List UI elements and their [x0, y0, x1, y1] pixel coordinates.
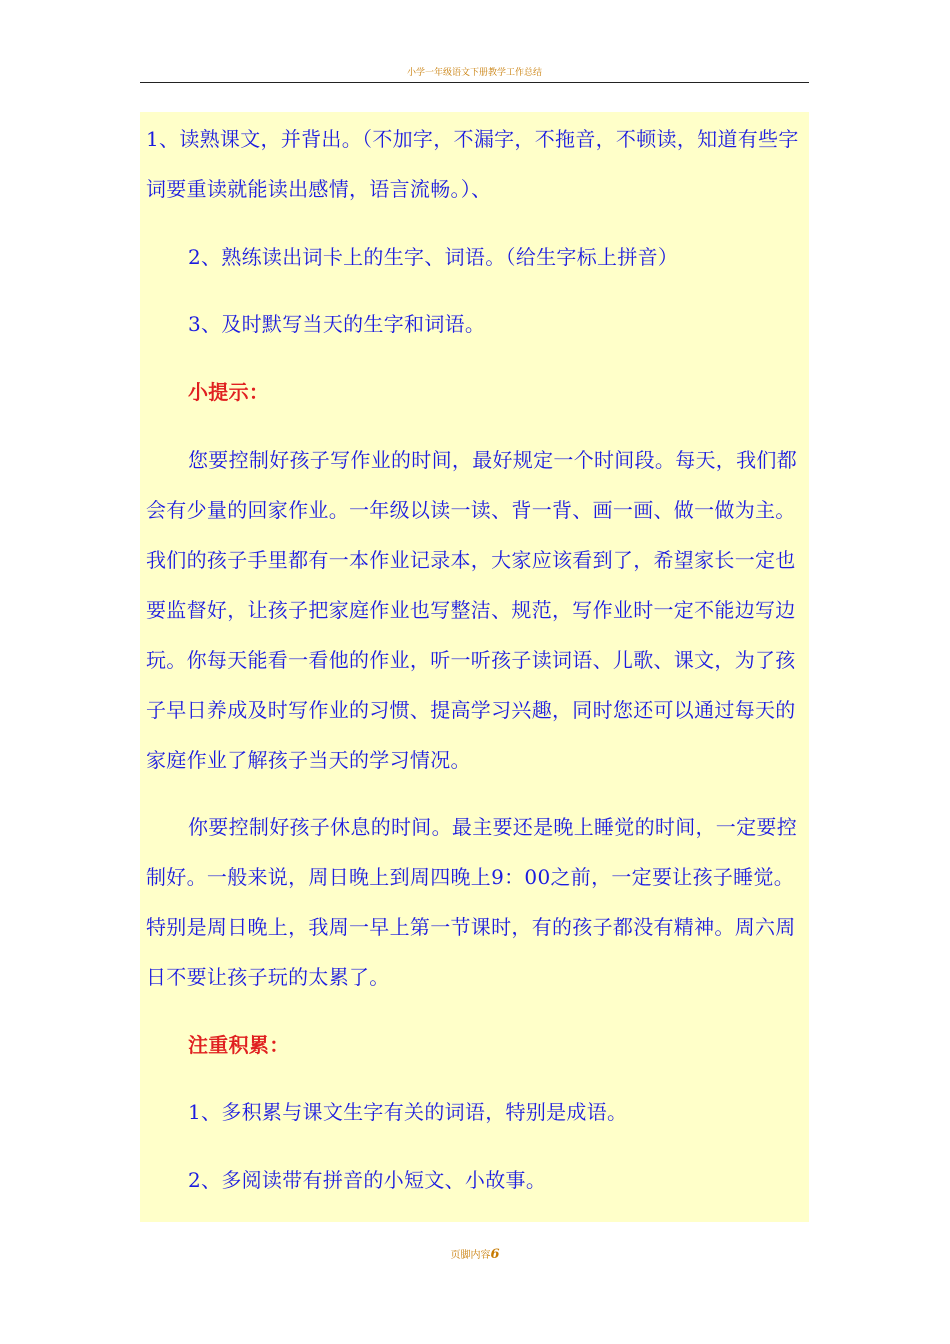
running-header: [140, 66, 809, 83]
header-title: 小学一年级语文下册教学工作总结: [406, 68, 542, 78]
paragraph-homework-time: 您要控制好孩子写作业的时间，最好规定一个时间段。每天，我们都会有少量的回家作业。一年级以读一读、背一背、画一画、做一做为主。我们的孩子手里都有一本作业记录本，大家应该看到了，希望家长一定也要监督好，让孩子把家庭作业也写整洁、规范，写作业时一定不能边写边玩。你每天能看一看他的作业，听一听孩子读词语、儿歌、课文，为了孩子早日养成及时写作业的习惯、提高学习兴趣，同时您还可以通过每天的家庭作业了解孩子当天的学习情况。: [146, 448, 797, 772]
footer-label: 页脚内容: [450, 1250, 491, 1261]
page-footer: [0, 1246, 950, 1262]
section-heading-accumulate: 注重积累：: [188, 1033, 290, 1057]
highlighted-content: [140, 112, 809, 1222]
paragraph-rest-time: 你要控制好孩子休息的时间。最主要还是晚上睡觉的时间，一定要控制好。一般来说，周日晚上到周四晚上9：00之前，一定要让孩子睡觉。特别是周日晚上，我周一早上第一节课时，有的孩子都没有精神。周六周日不要让孩子玩的太累了。: [146, 815, 797, 989]
paragraph-3: 3、及时默写当天的生字和词语。: [188, 312, 486, 336]
paragraph-1: 1、读熟课文，并背出。（不加字，不漏字，不拖音，不顿读，知道有些字词要重读就能读出感情，语言流畅。）、: [146, 127, 799, 201]
paragraph-accumulate-1: 1、多积累与课文生字有关的词语，特别是成语。: [188, 1100, 628, 1124]
section-heading-tips: 小提示：: [188, 380, 270, 404]
paragraph-2: 2、熟练读出词卡上的生字、词语。（给生字标上拼音）: [188, 245, 679, 269]
paragraph-accumulate-2: 2、多阅读带有拼音的小短文、小故事。: [188, 1168, 547, 1192]
page-number: 6: [490, 1247, 500, 1262]
